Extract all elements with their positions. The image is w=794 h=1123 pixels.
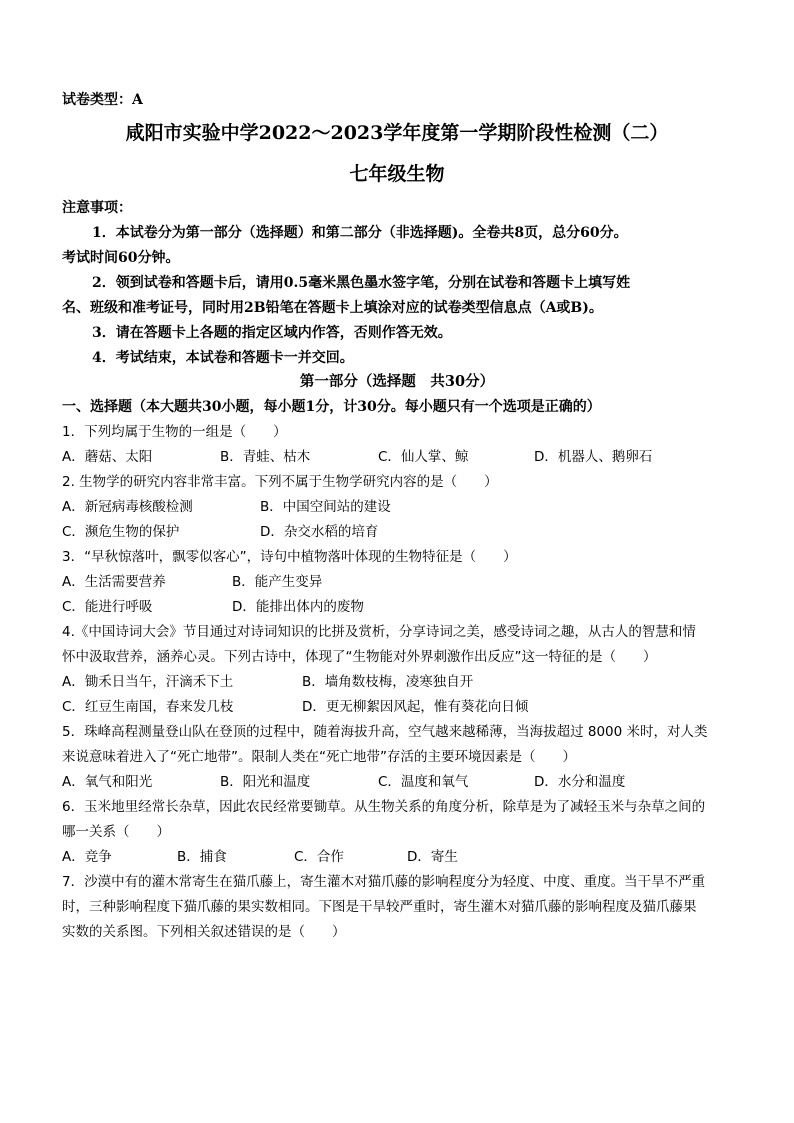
question-1-option-a: A．蘑菇、太阳 bbox=[62, 449, 153, 465]
question-4-stem-line-2: 怀中汲取营养，涵养心灵。下列古诗中，体现了“生物能对外界刺激作出反应”这一特征的是（ ） bbox=[62, 649, 657, 665]
question-6-option-d: D．寄生 bbox=[407, 849, 458, 865]
notes-heading: 注意事项： bbox=[62, 200, 132, 216]
question-5-stem-line-2: 来说意味着进入了“死亡地带”。限制人类在“死亡地带”存活的主要环境因素是（ ） bbox=[62, 749, 576, 765]
question-2-option-d: D．杂交水稻的培育 bbox=[260, 524, 379, 540]
question-5-option-c: C．温度和氧气 bbox=[378, 774, 469, 790]
part1-heading: 第一部分（选择题 共30分） bbox=[299, 373, 495, 390]
section-heading: 一、选择题（本大题共30小题，每小题1分，计30分。每小题只有一个选项是正确的） bbox=[62, 399, 601, 415]
question-3-stem: 3．“早秋惊落叶，飘零似客心”，诗句中植物落叶体现的生物特征是（ ） bbox=[62, 549, 517, 565]
question-2-option-c: C．濒危生物的保护 bbox=[62, 524, 180, 540]
question-7-stem-line-3: 实数的关系图。下列相关叙述错误的是（ ） bbox=[62, 924, 346, 940]
question-6-stem-line-2: 哪一关系（ ） bbox=[62, 824, 170, 840]
question-3-options-row-2 bbox=[62, 597, 364, 617]
question-5-option-a: A．氧气和阳光 bbox=[62, 774, 153, 790]
exam-title: 咸阳市实验中学2022～2023学年度第一学期阶段性检测（二） bbox=[125, 122, 669, 144]
question-5-option-d: D．水分和温度 bbox=[534, 774, 626, 790]
question-6-stem-line-1: 6．玉米地里经常长杂草，因此农民经常要锄草。从生物关系的角度分析，除草是为了减轻玉米与杂草之间的 bbox=[62, 799, 706, 815]
question-3-option-a: A．生活需要营养 bbox=[62, 574, 166, 590]
question-5-option-b: B．阳光和温度 bbox=[220, 774, 311, 790]
question-2-option-a: A．新冠病毒核酸检测 bbox=[62, 499, 193, 515]
question-4-stem-line-1: 4.《中国诗词大会》节目通过对诗词知识的比拼及赏析，分享诗词之美，感受诗词之趣，从古人的智慧和情 bbox=[62, 624, 696, 640]
question-6-option-b: B．捕食 bbox=[177, 849, 227, 865]
question-6-option-a: A．竞争 bbox=[62, 849, 112, 865]
question-1-options bbox=[62, 447, 652, 467]
note-1-line-1: 1．本试卷分为第一部分（选择题）和第二部分（非选择题)。全卷共8页，总分60分。 bbox=[92, 225, 628, 241]
question-6-options bbox=[62, 847, 458, 867]
note-3: 3．请在答题卡上各题的指定区域内作答，否则作答无效。 bbox=[92, 325, 452, 341]
question-1-option-b: B．青蛙、枯木 bbox=[220, 449, 311, 465]
question-3-options-row-1 bbox=[62, 572, 322, 592]
question-3-option-d: D．能排出体内的废物 bbox=[232, 599, 364, 615]
question-2-stem: 2. 生物学的研究内容非常丰富。下列不属于生物学研究内容的是（ ） bbox=[62, 474, 498, 490]
question-1-stem: 1．下列均属于生物的一组是（ ） bbox=[62, 424, 287, 440]
question-4-option-c: C．红豆生南国，春来发几枝 bbox=[62, 699, 234, 715]
question-2-options-row-1 bbox=[62, 497, 391, 517]
question-4-option-d: D．更无柳絮因风起，惟有葵花向日倾 bbox=[302, 699, 529, 715]
note-2-line-2: 名、班级和准考证号，同时用2B铅笔在答题卡上填涂对应的试卷类型信息点（A或B)。 bbox=[62, 300, 603, 316]
question-1-option-c: C．仙人掌、鲸 bbox=[378, 449, 469, 465]
note-4: 4．考试结束，本试卷和答题卡一并交回。 bbox=[92, 350, 354, 366]
question-7-stem-line-2: 时，三种影响程度下猫爪藤的果实数相同。下图是干旱较严重时，寄生灌木对猫爪藤的影响程度及猫爪藤果 bbox=[62, 899, 697, 915]
question-2-options-row-2 bbox=[62, 522, 378, 542]
question-5-stem-line-1: 5．珠峰高程测量登山队在登顶的过程中，随着海拔升高，空气越来越稀薄，当海拔超过 8000 米时，对人类 bbox=[62, 724, 708, 740]
question-5-options bbox=[62, 772, 625, 792]
exam-subtitle: 七年级生物 bbox=[349, 163, 445, 185]
paper-type: 试卷类型：A bbox=[62, 92, 143, 108]
question-4-option-a: A．锄禾日当午，汗滴禾下土 bbox=[62, 674, 234, 690]
question-6-option-c: C．合作 bbox=[294, 849, 344, 865]
question-3-option-c: C．能进行呼吸 bbox=[62, 599, 153, 615]
note-2-line-1: 2．领到试卷和答题卡后，请用0.5毫米黑色墨水签字笔，分别在试卷和答题卡上填写姓 bbox=[92, 275, 631, 291]
question-3-option-b: B．能产生变异 bbox=[232, 574, 323, 590]
question-1-option-d: D．机器人、鹅卵石 bbox=[534, 449, 653, 465]
question-4-options-row-2 bbox=[62, 697, 528, 717]
question-2-option-b: B．中国空间站的建设 bbox=[260, 499, 391, 515]
question-4-options-row-1 bbox=[62, 672, 473, 692]
note-1-line-2: 考试时间60分钟。 bbox=[62, 250, 180, 266]
question-4-option-b: B．墙角数枝梅，凌寒独自开 bbox=[302, 674, 474, 690]
question-7-stem-line-1: 7．沙漠中有的灌木常寄生在猫爪藤上，寄生灌木对猫爪藤的影响程度分为轻度、中度、重度。当干旱不严重 bbox=[62, 874, 706, 890]
